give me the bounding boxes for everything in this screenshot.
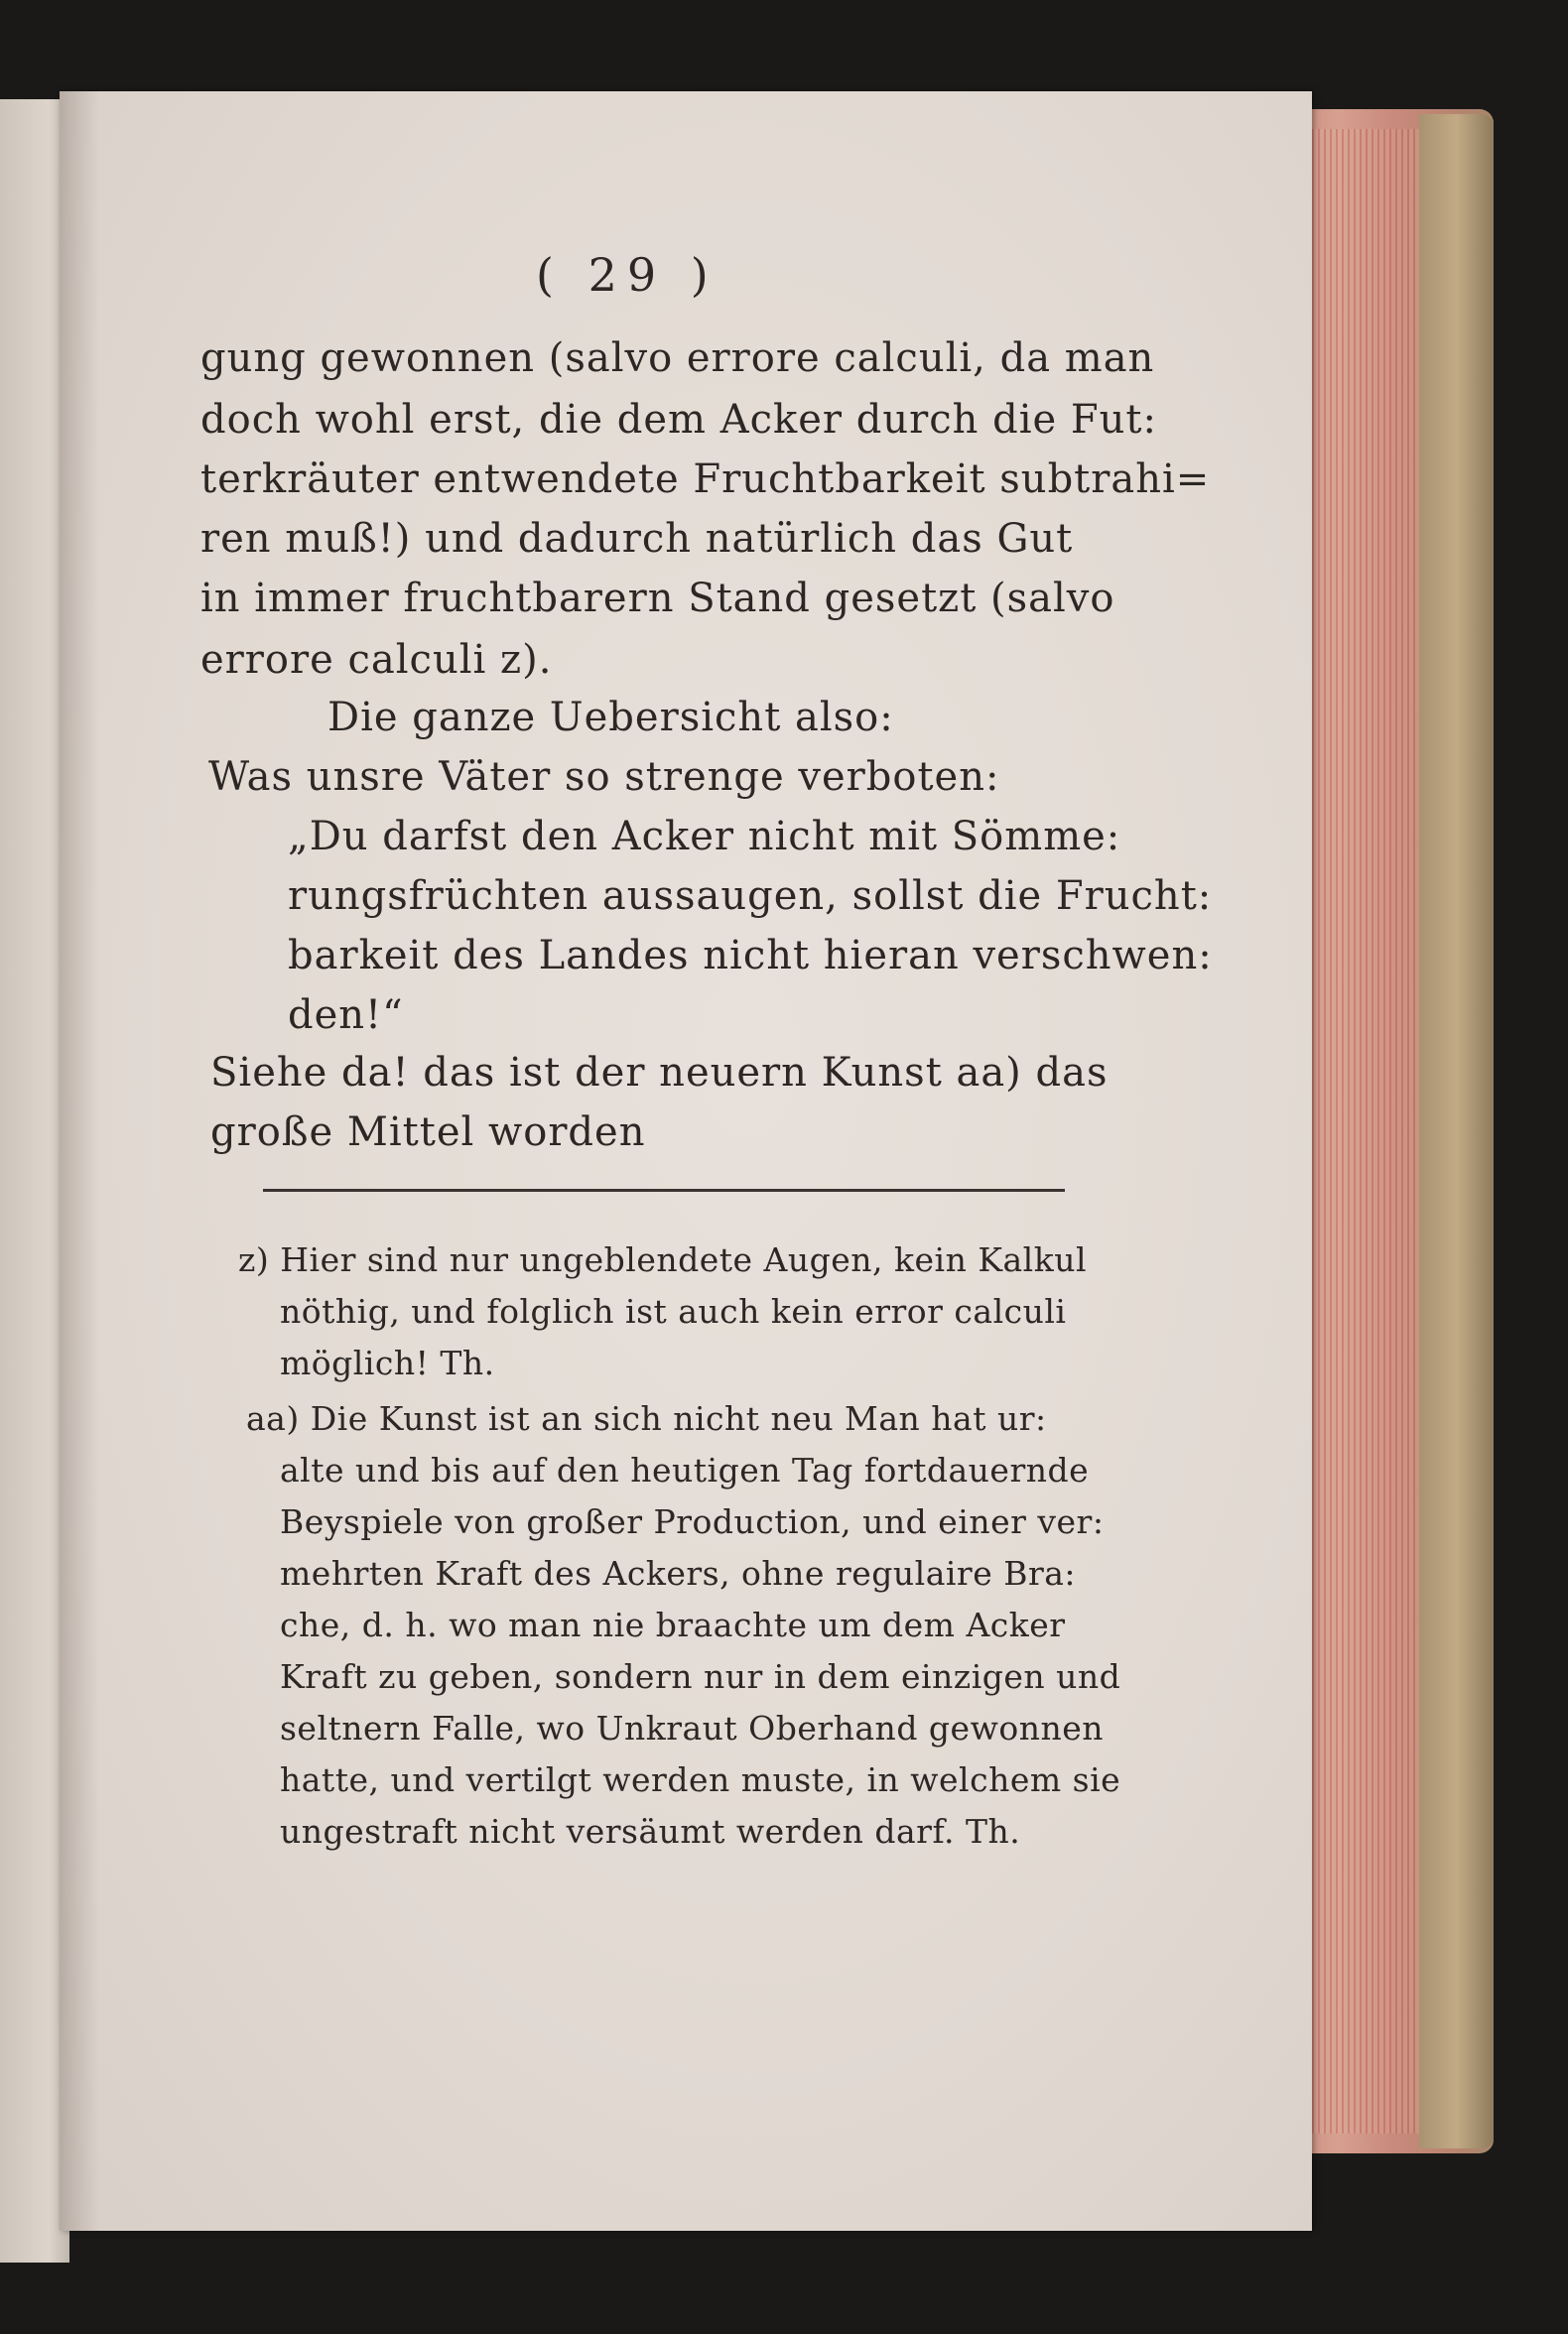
footnote-line-7: mehrten Kraft des Ackers, ohne regulaire Bra: xyxy=(280,1554,1077,1593)
footnote-line-11: hatte, und vertilgt werden muste, in welchem sie xyxy=(280,1760,1121,1799)
footnote-line-6: Beyspiele von großer Production, und einer ver: xyxy=(280,1502,1105,1541)
body-line-12: den!“ xyxy=(288,992,404,1038)
footnote-line-10: seltnern Falle, wo Unkraut Oberhand gewonnen xyxy=(280,1709,1104,1748)
footnote-line-12: ungestraft nicht versäumt werden darf. Th. xyxy=(280,1812,1021,1851)
footnote-line-4: aa) Die Kunst ist an sich nicht neu Man hat ur: xyxy=(246,1399,1047,1438)
footnote-line-9: Kraft zu geben, sondern nur in dem einzigen und xyxy=(280,1657,1121,1696)
body-line-14: große Mittel worden xyxy=(210,1109,646,1155)
body-line-9: „Du darfst den Acker nicht mit Sömme: xyxy=(288,814,1121,859)
body-line-6: errore calculi z). xyxy=(200,637,553,683)
body-line-2: doch wohl erst, die dem Acker durch die Fut: xyxy=(200,397,1157,443)
body-line-1: gung gewonnen (salvo errore calculi, da man xyxy=(200,335,1155,381)
book-cover-board xyxy=(1419,114,1494,2148)
body-line-5: in immer fruchtbarern Stand gesetzt (salvo xyxy=(200,576,1115,621)
footnote-divider xyxy=(263,1189,1065,1192)
page-stack-lines xyxy=(1300,129,1419,2134)
body-line-8: Was unsre Väter so strenge verboten: xyxy=(208,754,1000,800)
body-line-11: barkeit des Landes nicht hieran verschwen: xyxy=(288,933,1213,978)
footnote-line-2: nöthig, und folglich ist auch kein error calculi xyxy=(280,1292,1067,1331)
footnote-line-5: alte und bis auf den heutigen Tag fortdauernde xyxy=(280,1451,1090,1490)
body-line-7: Die ganze Uebersicht also: xyxy=(327,695,894,740)
footnote-line-1: z) Hier sind nur ungeblendete Augen, kein Kalkul xyxy=(238,1240,1088,1279)
page-number: ( 29 ) xyxy=(536,248,719,302)
footnote-line-3: möglich! Th. xyxy=(280,1344,495,1382)
footnote-line-8: che, d. h. wo man nie braachte um dem Acker xyxy=(280,1606,1066,1644)
body-line-13: Siehe da! das ist der neuern Kunst aa) das xyxy=(210,1050,1109,1096)
body-line-10: rungsfrüchten aussaugen, sollst die Frucht: xyxy=(288,873,1213,919)
page-gutter-shadow xyxy=(60,91,99,2231)
body-line-4: ren muß!) und dadurch natürlich das Gut xyxy=(200,516,1074,562)
body-line-3: terkräuter entwendete Fruchtbarkeit subtrahi= xyxy=(200,456,1211,502)
